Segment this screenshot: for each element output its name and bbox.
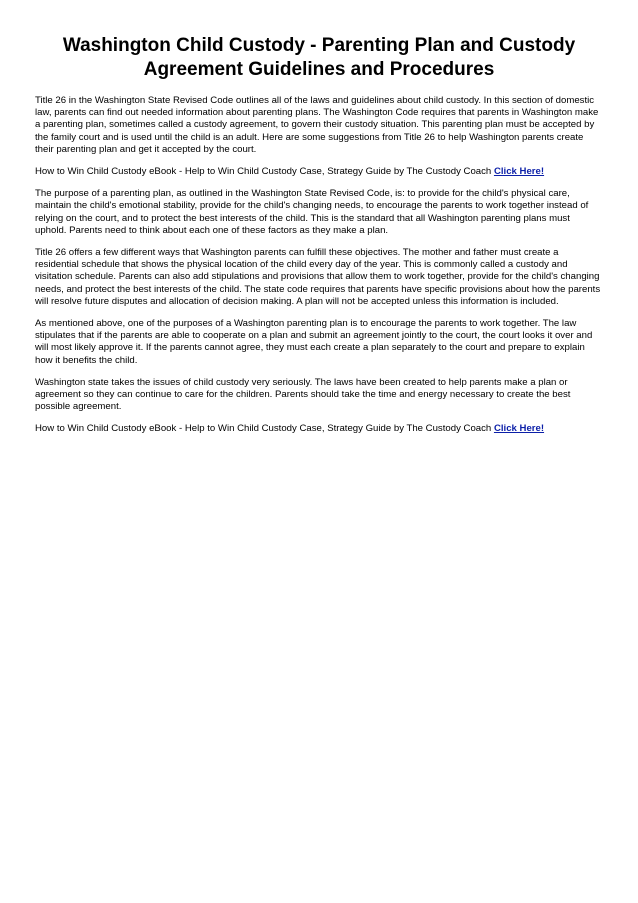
paragraph-purpose: The purpose of a parenting plan, as outlined in the Washington State Revised Code, is: to provide for the child's physical care, maintain the child's emotional stability, provide for the child's changing needs, to encourage the parents to work together instead of relying on the court, and to protect the best interests of the child. This is the standard that all Washington parenting plans must uphold. Parents need to think about each one of these factors as they make a plan. xyxy=(35,188,589,236)
promo-line-bottom xyxy=(35,423,603,435)
paragraph-objectives: Title 26 offers a few different ways that Washington parents can fulfill these objectives. The mother and father must create a residential schedule that shows the physical location of the child every day of the year. This is commonly called a custody and visitation schedule. Parents can also add stipulations and provisions that allow them to work together, provide for the child's changing needs, and protect the best interests of the child. The state code requires that parents have specific provisions about how the parents will resolve future disputes and allocation of decision making. A plan will not be accepted unless this information is included. xyxy=(35,247,601,307)
promo-line-top xyxy=(35,166,603,178)
document-page xyxy=(35,34,603,446)
click-here-link[interactable]: Click Here! xyxy=(493,423,545,435)
promo-text: How to Win Child Custody eBook - Help to Win Child Custody Case, Strategy Guide by The Custody Coach xyxy=(35,423,492,435)
click-here-link[interactable]: Click Here! xyxy=(493,166,545,178)
paragraph-seriousness: Washington state takes the issues of child custody very seriously. The laws have been created to help parents make a plan or agreement so they can continue to care for the children. Parents should take the time and energy necessary to create the best possible agreement. xyxy=(35,376,571,413)
promo-text: How to Win Child Custody eBook - Help to Win Child Custody Case, Strategy Guide by The Custody Coach xyxy=(35,166,492,178)
paragraph-intro: Title 26 in the Washington State Revised Code outlines all of the laws and guidelines about child custody. In this section of domestic law, parents can find out needed information about parenting plans. The Washington Code requires that parents in Washington make a parenting plan, sometimes called a custody agreement, to govern their custody situation. This parenting plan must be accepted by the family court and is used until the child is an adult. Here are some suggestions from Title 26 to help Washington parents create their parenting plan and get it accepted by the court. xyxy=(35,95,599,155)
paragraph-cooperation: As mentioned above, one of the purposes of a Washington parenting plan is to encourage the parents to work together. The law stipulates that if the parents are able to cooperate on a plan and submit an agreement jointly to the court, the court looks it over and will most likely approve it. If the parents cannot agree, they must each create a plan separately to the court and prepare to explain how it benefits the child. xyxy=(35,318,593,366)
document-title: Washington Child Custody - Parenting Plan and Custody Agreement Guidelines and Procedures xyxy=(62,35,576,80)
